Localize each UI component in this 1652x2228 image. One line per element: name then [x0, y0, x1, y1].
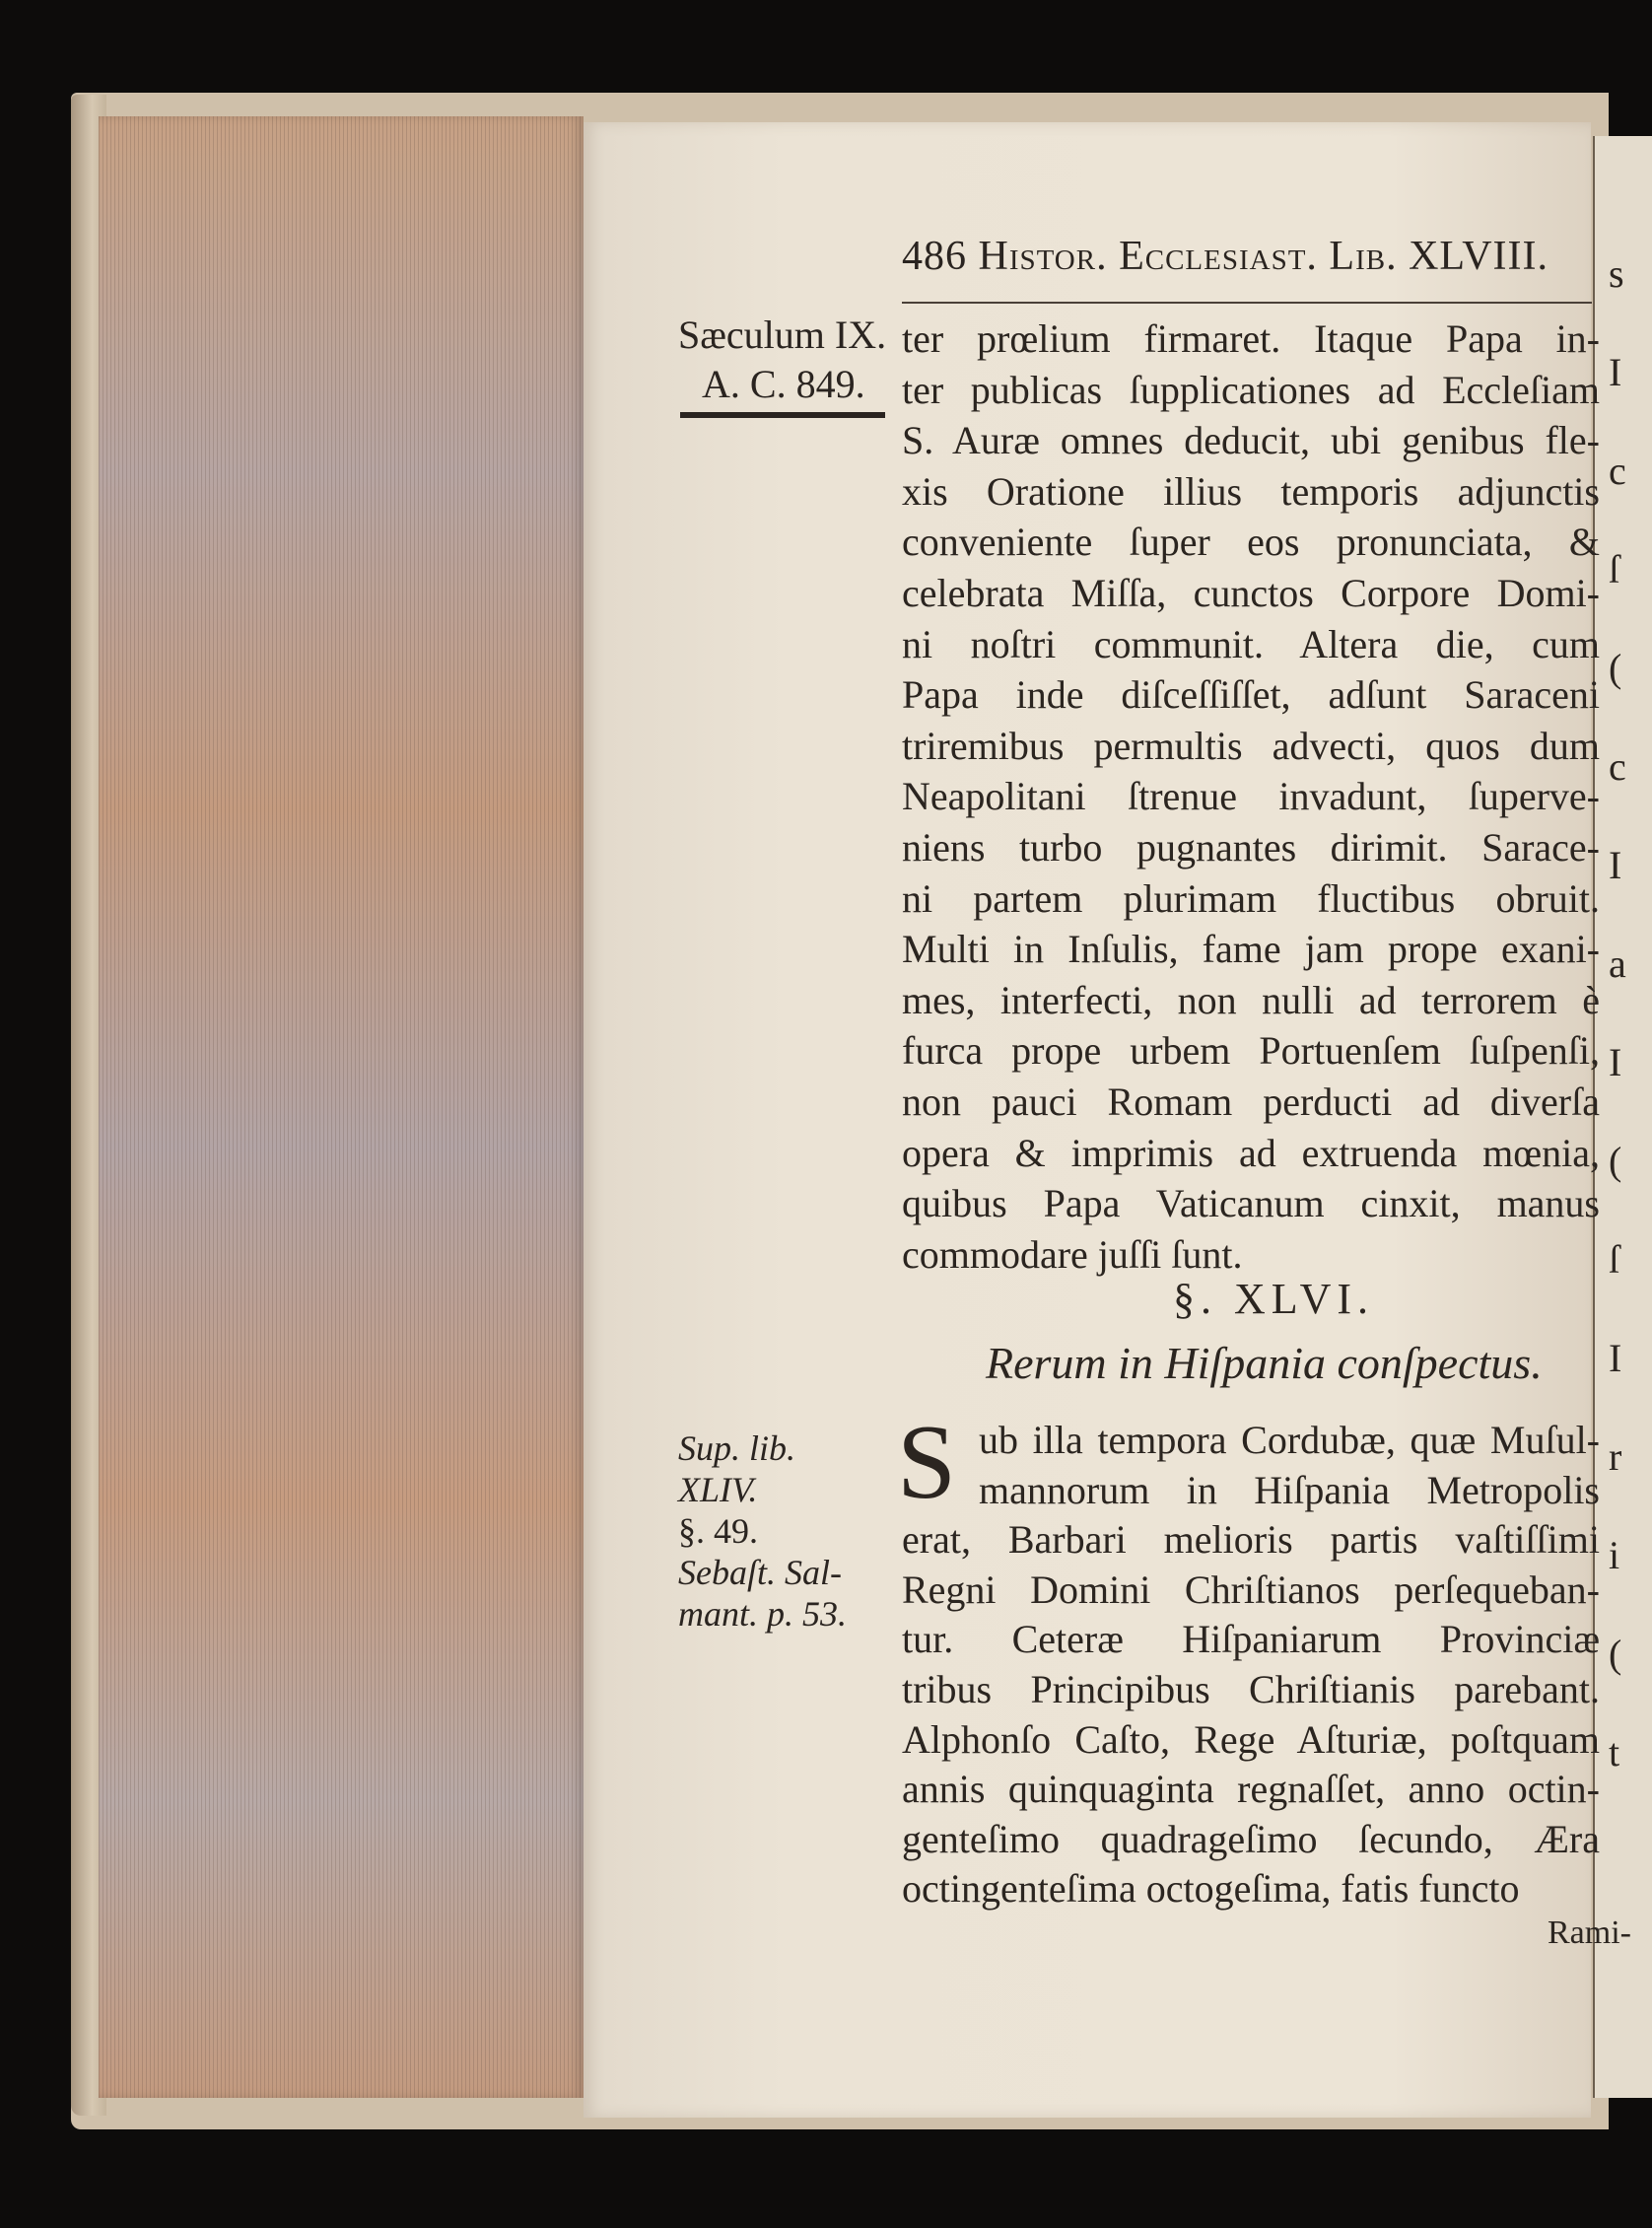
margin-year: A. C. 849.: [702, 362, 865, 406]
text-line: tribus Principibus Chriſtianis parebant.: [902, 1666, 1600, 1711]
margin-rule: [680, 412, 885, 418]
margin-reference-line: XLIV.: [678, 1470, 758, 1509]
drop-cap: S: [897, 1404, 957, 1521]
facing-page-letter: c: [1609, 744, 1626, 789]
text-line: celebrata Miſſa, cunctos Corpore Domi-: [902, 570, 1600, 615]
margin-reference-line: Sebaſt. Sal-: [678, 1553, 842, 1592]
page-edges: [99, 116, 584, 2098]
text-line: S. Auræ omnes deducit, ubi genibus fle-: [902, 418, 1600, 463]
margin-century: Sæculum IX.: [678, 313, 887, 357]
running-head: 486 Histor. Ecclesiast. Lib. XLVIII.: [902, 234, 1549, 279]
text-line: annis quinquaginta regnaſſet, anno octin-: [902, 1767, 1600, 1812]
text-line: octingenteſima octogeſima, fatis functo: [902, 1866, 1520, 1912]
text-line: mannorum in Hiſpania Metropolis: [979, 1467, 1600, 1512]
text-line: Neapolitani ſtrenue invadunt, ſuperve-: [902, 774, 1600, 819]
facing-page-letter: r: [1609, 1434, 1622, 1479]
text-line: tur. Ceteræ Hiſpaniarum Provinciæ: [902, 1617, 1600, 1662]
text-line: mes, interfecti, non nulli ad terrorem è: [902, 977, 1600, 1022]
text-line: ni noſtri communit. Altera die, cum: [902, 621, 1600, 666]
text-line: quibus Papa Vaticanum cinxit, manus: [902, 1181, 1600, 1226]
text-line: niens turbo pugnantes dirimit. Sarace-: [902, 824, 1600, 870]
text-line: Regni Domini Chriſtianos perſequeban-: [902, 1567, 1600, 1612]
text-line: Multi in Inſulis, fame jam prope exani-: [902, 927, 1600, 972]
margin-reference: [678, 1427, 847, 1635]
text-line: conveniente ſuper eos pronunciata, &: [902, 520, 1600, 565]
facing-page-letter: s: [1609, 251, 1624, 296]
margin-reference-line: Sup. lib.: [678, 1428, 796, 1468]
facing-page-sliver: [1593, 136, 1652, 2098]
margin-reference-line: mant. p. 53.: [678, 1594, 847, 1634]
facing-page-letter: (: [1609, 1632, 1622, 1676]
margin-reference-line: §. 49.: [678, 1511, 758, 1551]
facing-page-letter: i: [1609, 1533, 1620, 1577]
facing-page-letter: I: [1609, 843, 1622, 887]
head-rule: [902, 302, 1592, 304]
facing-page-letter: I: [1609, 350, 1622, 394]
facing-page-letter: ſ: [1609, 1237, 1620, 1282]
paragraph-2: [902, 1416, 1600, 1915]
text-line: Papa inde diſceſſiſſet, adſunt Saraceni: [902, 672, 1600, 718]
facing-page-letter: I: [1609, 1040, 1622, 1084]
text-line: erat, Barbari melioris partis vaſtiſſimi: [902, 1517, 1600, 1563]
text-line: ni partem plurimam fluctibus obruit.: [902, 875, 1600, 921]
text-line: furca prope urbem Portuenſem ſuſpenſi,: [902, 1028, 1600, 1074]
catchword: Rami-: [1548, 1915, 1631, 1951]
facing-page-letter: I: [1609, 1336, 1622, 1380]
section-number: §. XLVI.: [1173, 1275, 1375, 1323]
facing-page-letter: t: [1609, 1730, 1620, 1775]
facing-page-letter: (: [1609, 1139, 1622, 1183]
text-line: genteſimo quadrageſimo ſecundo, Æra: [902, 1816, 1600, 1861]
facing-page-letter: ſ: [1609, 547, 1620, 592]
section-title: Rerum in Hiſpania conſpectus.: [986, 1338, 1543, 1388]
text-line: commodare juſſi ſunt.: [902, 1231, 1243, 1277]
text-line: non pauci Romam perducti ad diverſa: [902, 1079, 1600, 1124]
text-line: ub illa tempora Cordubæ, quæ Muſul-: [979, 1418, 1600, 1462]
facing-page-letter: c: [1609, 449, 1626, 493]
text-line: ter prœlium firmaret. Itaque Papa in-: [902, 316, 1600, 361]
text-line: Alphonſo Caſto, Rege Aſturiæ, poſtquam: [902, 1716, 1600, 1762]
text-line: xis Oratione illius temporis adjunctis: [902, 468, 1600, 514]
text-line: ter publicas ſupplicationes ad Eccleſiam: [902, 367, 1600, 412]
text-line: triremibus permultis advecti, quos dum: [902, 723, 1600, 768]
paragraph-1: [902, 313, 1600, 1280]
facing-page-letter: a: [1609, 941, 1626, 986]
facing-page-letter: (: [1609, 646, 1622, 690]
text-line: opera & imprimis ad extruenda mœnia,: [902, 1130, 1600, 1175]
